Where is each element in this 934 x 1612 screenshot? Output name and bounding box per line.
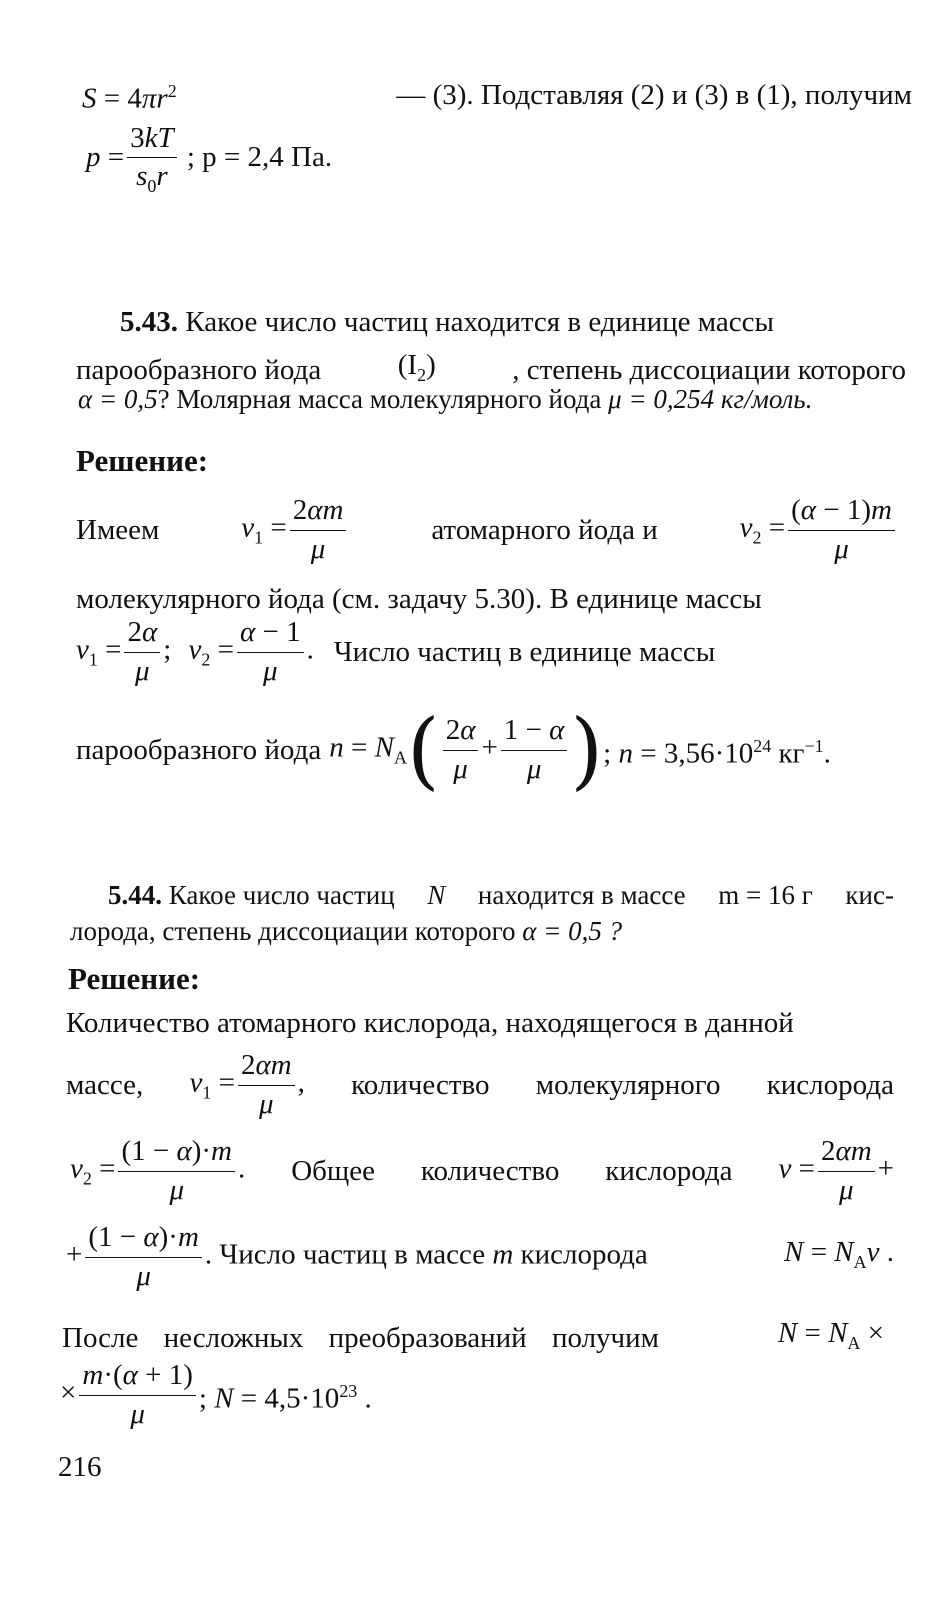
p544-sol-l4-text: . Число частиц в массе — [204, 1238, 486, 1271]
p543-sol-line-4 — [76, 700, 934, 800]
pressure-result: ; p = 2,4 Па. — [186, 141, 333, 174]
p543-sol-l1b: атомарного йода и — [431, 514, 658, 546]
p544-nu-total-formula-2: + $\frac{(1 - \alpha)\cdot m}{\mu}$ . Число частиц в массе m кислорода — [66, 1221, 648, 1292]
p544-nu-total-formula: ν = $\frac{2\alpha m}{\mu}$ + — [778, 1135, 894, 1206]
p544-nu1-formula: $\nu_1$ = $\frac{2\alpha m}{\mu}$ , — [189, 1049, 305, 1120]
n-result: ; $n = 3,56\cdot 10^{24}$ $кг^{-1}$. — [603, 736, 831, 770]
n-formula: $n = N_A$( $\frac{2\alpha}{\mu}$ + $\frac{1 - \alpha}{\mu}$ ) — [329, 701, 604, 799]
p543-sol-line-1 — [76, 484, 898, 576]
p544-sol-l2c: молекулярного — [535, 1069, 721, 1101]
p544-sol-l2d: кислорода — [766, 1069, 894, 1101]
p543-l1: Какое число частиц находится в единице массы — [185, 306, 775, 338]
p544-sol-line-6 — [60, 1352, 934, 1438]
top-line-1-text: — (3). Подставляя (2) и (3) в (1), получим — [396, 78, 912, 111]
p544-final-result: ; $N = 4,5\cdot 10^{23}$ . — [198, 1381, 372, 1415]
p544-sol-l2b: количество — [351, 1069, 490, 1101]
p543-sol-l1a: Имеем — [76, 514, 160, 546]
p543-l3-text: ? Молярная масса молекулярного йода — [157, 384, 602, 414]
p543-mu: μ = 0,254 кг/моль. — [608, 384, 813, 414]
p544-l1b: находится в массе — [477, 880, 686, 910]
nu2-formula: $\nu_2$ = $\frac{(\alpha - 1)m}{\mu}$ — [740, 494, 898, 566]
iodine-formula: $(I_2)$ — [397, 349, 436, 385]
p544-final-formula: × $\frac{m\cdot(\alpha + 1)}{\mu}$ — [60, 1359, 199, 1431]
area-formula: $S = 4\pi r^2$ — [82, 81, 177, 115]
p543-number: 5.43. — [120, 306, 178, 338]
p544-sol-l5-text: После несложных преобразований получим — [62, 1321, 660, 1354]
p544-l1c: кис- — [845, 880, 894, 910]
p543-alpha: α = 0,5 — [78, 384, 158, 414]
p544-statement-line-2 — [70, 912, 934, 950]
p544-nu2-formula: $\nu_2$ = $\frac{(1 - \alpha)\cdot m}{\mu}$ . — [70, 1135, 246, 1206]
top-line-1 — [82, 72, 912, 118]
nu1-formula: $\nu_1$ = $\frac{2\alpha m}{\mu}$ — [241, 494, 349, 566]
p544-solution-heading: Решение: — [68, 961, 201, 996]
p544-sol-line-1: Количество атомарного кислорода, находящегося в данной — [66, 1007, 794, 1039]
p544-sol-line-4 — [66, 1214, 894, 1300]
p544-sol-l3-text-c: кислорода — [605, 1155, 733, 1187]
pressure-formula: p = $\frac{3kT}{s_0r}$ — [86, 141, 187, 173]
p544-number: 5.44. — [108, 880, 162, 910]
p543-sol-l4-text: парообразного йода — [76, 734, 322, 766]
p544-sol-l2a: массе, — [66, 1069, 144, 1101]
p544-sol-line-3 — [70, 1128, 894, 1214]
p544-sol-line-2 — [66, 1042, 894, 1128]
p544-m: m = 16 г — [718, 880, 813, 910]
p543-l2b: , степень диссоциации которого — [512, 353, 906, 386]
p544-l1a: Какое число частиц — [168, 880, 395, 910]
top-line-2 — [86, 122, 934, 197]
p544-N: N — [427, 880, 446, 910]
p544-sol-l4-m: m — [492, 1238, 514, 1271]
p543-solution-heading: Решение: — [76, 443, 209, 478]
p544-sol-l3-text: Общее — [291, 1155, 375, 1187]
p543-statement-line-3 — [78, 380, 934, 418]
p543-sol-l3-text: Число частиц в единице массы — [333, 636, 716, 668]
page-number: 216 — [58, 1451, 102, 1483]
nu-per-mass-formula: $\nu_1$ = $\frac{2\alpha}{\mu}$ ; $\nu_2$ = $\frac{\alpha - 1}{\mu}$ . — [76, 616, 314, 687]
p543-sol-line-2: молекулярного йода (см. задачу 5.30). В единице массы — [76, 583, 762, 615]
p544-sol-l4-text2: кислорода — [520, 1238, 648, 1271]
p544-N-times: $N = N_A$ × — [777, 1317, 884, 1353]
p543-statement-line-1 — [120, 303, 906, 341]
p543-l2a: парообразного йода — [76, 353, 322, 386]
p544-sol-l3-text-b: количество — [420, 1155, 560, 1187]
p544-N-formula: $N = N_A\nu$ . — [784, 1236, 894, 1272]
p544-alpha: α = 0,5 ? — [522, 916, 623, 946]
p544-l2: лорода, степень диссоциации которого — [70, 916, 516, 946]
p543-sol-line-3 — [76, 612, 896, 692]
p544-statement-line-1 — [108, 876, 894, 914]
